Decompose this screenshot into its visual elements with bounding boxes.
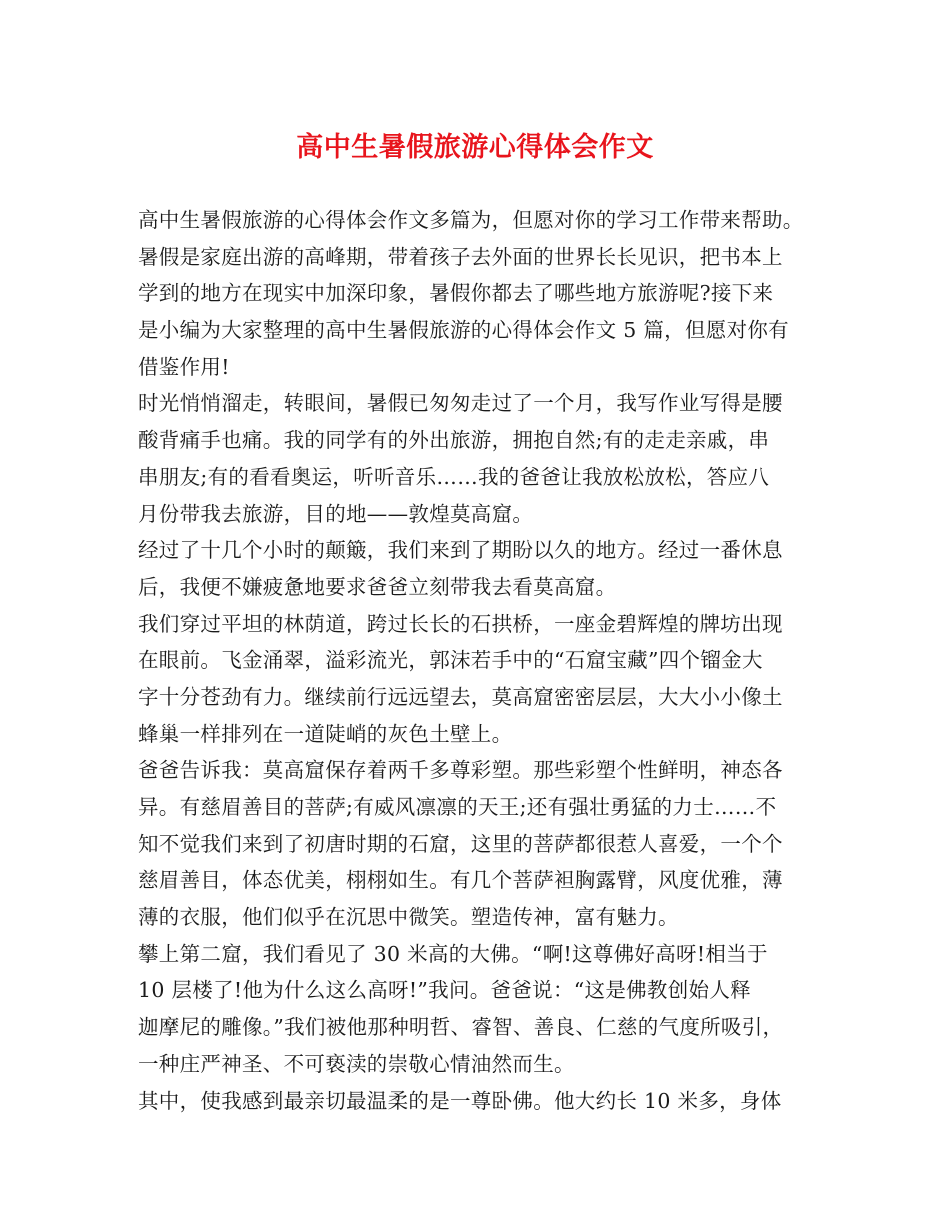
text-line: 后，我便不嫌疲惫地要求爸爸立刻带我去看莫高窟。 [138, 574, 617, 599]
text-line: 薄的衣服，他们似乎在沉思中微笑。塑造传神，富有魅力。 [138, 905, 679, 930]
text-line: 字十分苍劲有力。继续前行远远望去，莫高窟密密层层，大大小小像土 [138, 684, 783, 709]
text-line: 串朋友;有的看看奥运，听听音乐……我的爸爸让我放松放松，答应八 [138, 464, 770, 489]
text-line: 暑假是家庭出游的高峰期，带着孩子去外面的世界长长见识，把书本上 [138, 244, 783, 269]
text-line: 经过了十几个小时的颠簸，我们来到了期盼以久的地方。经过一番休息 [138, 538, 783, 563]
text-line: 爸爸告诉我：莫高窟保存着两千多尊彩塑。那些彩塑个性鲜明，神态各 [138, 758, 783, 783]
text-line: 一种庄严神圣、不可亵渎的崇敬心情油然而生。 [138, 1051, 575, 1076]
text-line: 10 层楼了!他为什么这么高呀!”我问。爸爸说：“这是佛教创始人释 [138, 978, 751, 1003]
text-line: 月份带我去旅游，目的地——敦煌莫高窟。 [138, 501, 534, 526]
text-line: 异。有慈眉善目的菩萨;有威风凛凛的天王;还有强壮勇猛的力士……不 [138, 795, 777, 819]
text-line: 酸背痛手也痛。我的同学有的外出旅游，拥抱自然;有的走走亲戚，串 [138, 428, 770, 453]
text-line: 时光悄悄溜走，转眼间，暑假已匆匆走过了一个月，我写作业写得是腰 [138, 391, 783, 416]
text-line: 学到的地方在现实中加深印象，暑假你都去了哪些地方旅游呢?接下来 [138, 281, 774, 306]
text-line: 蜂巢一样排列在一道陡峭的灰色土壁上。 [138, 721, 513, 746]
text-line: 攀上第二窟，我们看见了 30 米高的大佛。“啊!这尊佛好高呀!相当于 [138, 941, 768, 966]
text-line: 迦摩尼的雕像。”我们被他那种明哲、睿智、善良、仁慈的气度所吸引， [138, 1015, 784, 1040]
text-line: 在眼前。飞金涌翠，溢彩流光，郭沫若手中的“石窟宝藏”四个镏金大 [138, 648, 763, 673]
text-line: 知不觉我们来到了初唐时期的石窟，这里的菩萨都很惹人喜爱，一个个 [138, 831, 783, 856]
text-line: 慈眉善目，体态优美，栩栩如生。有几个菩萨袒胸露臂，风度优雅，薄 [138, 868, 783, 893]
text-line: 借鉴作用! [138, 354, 230, 379]
document-body [138, 202, 838, 1119]
text-line: 是小编为大家整理的高中生暑假旅游的心得体会作文 5 篇，但愿对你有 [138, 318, 789, 343]
text-line: 高中生暑假旅游的心得体会作文多篇为，但愿对你的学习工作带来帮助。 [138, 208, 804, 232]
text-line: 我们穿过平坦的林荫道，跨过长长的石拱桥，一座金碧辉煌的牌坊出现 [138, 611, 783, 636]
document-title: 高中生暑假旅游心得体会作文 [296, 132, 654, 163]
text-line: 其中，使我感到最亲切最温柔的是一尊卧佛。他大约长 10 米多，身体 [138, 1088, 782, 1113]
